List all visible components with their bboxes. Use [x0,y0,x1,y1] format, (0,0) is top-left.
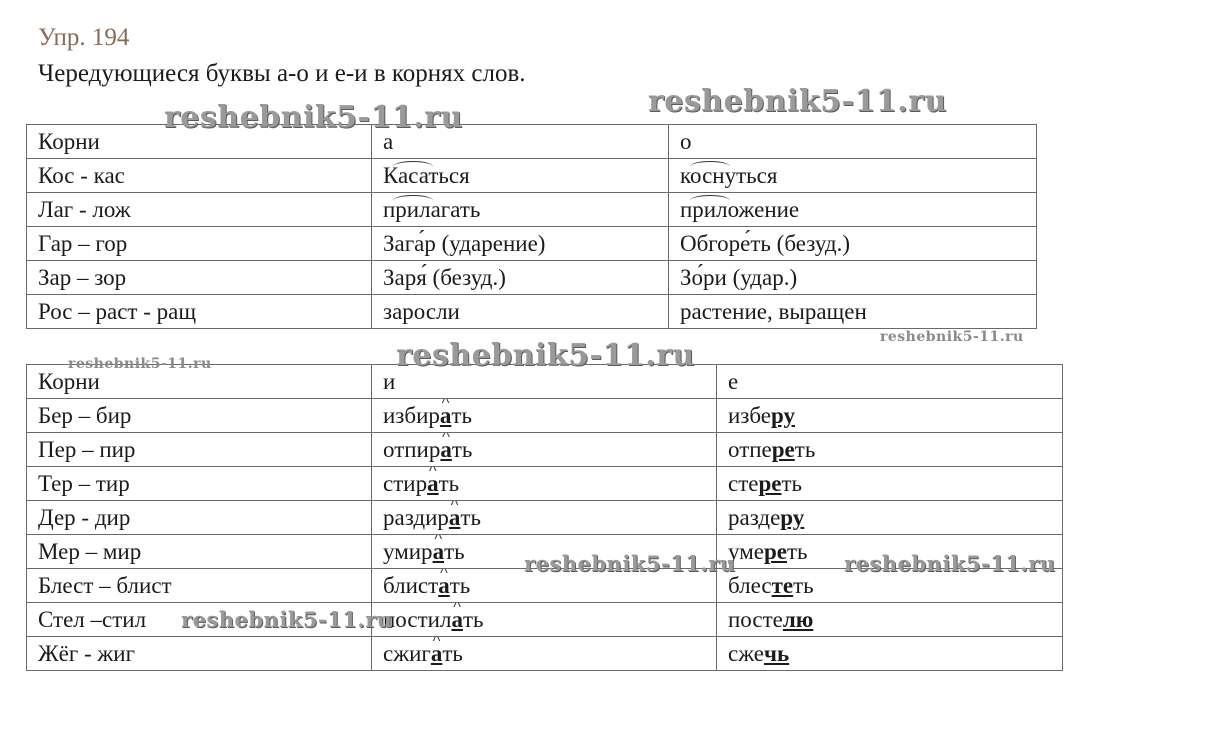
word-a-cell [372,159,669,193]
root-cell: Кос - кас [27,159,372,193]
root-cell: Рос – раст - ращ [27,295,372,329]
root-cell: Пер – пир [27,433,372,467]
word-ending: ть [451,437,473,462]
table-row [27,399,1063,433]
word-a-cell [372,193,669,227]
suffix-highlight: ре [771,437,795,462]
table-row [27,193,1037,227]
word-e-cell [717,637,1063,671]
root-arc-mark: прилагать [383,197,481,222]
root-arc-mark: приложение [680,197,800,222]
suffix-highlight: а ^ [431,641,443,666]
word-ending: ть [444,539,465,564]
word-o-cell: Зо́ри (удар.) [669,261,1037,295]
root-cell: Мер – мир [27,535,372,569]
watermark-text: reshebnik5-11.ru [880,329,1024,345]
word-a-cell: заросли [372,295,669,329]
table-row [27,433,1063,467]
word-stem: разде [728,505,781,530]
word-o-cell: Обгоре́ть (безуд.) [669,227,1037,261]
table-row [27,467,1063,501]
word-stem: стир [383,471,428,496]
suffix-highlight: ру [780,505,805,530]
word-ending: ть [451,403,472,428]
word-ending: ть [786,539,808,564]
header-roots: Корни [27,365,372,399]
root-cell: Гар – гор [27,227,372,261]
word-stem: избе [728,403,772,428]
root-cell: Бер – бир [27,399,372,433]
suffix-highlight: ре [763,539,787,564]
word-stem: блес [728,573,772,598]
watermark-text: reshebnik5-11.ru [164,100,463,135]
word-o-cell [669,193,1037,227]
root-cell: Дер - дир [27,501,372,535]
word-e-cell [717,433,1063,467]
suffix-highlight: те [771,573,794,598]
word-i-cell [372,603,717,637]
word-ending: ть [460,505,481,530]
suffix-highlight: а ^ [438,573,450,598]
table-row [27,261,1037,295]
word-stem: раздир [383,505,449,530]
word-i-cell [372,637,717,671]
root-cell: Жёг - жиг [27,637,372,671]
suffix-highlight: лю [782,607,814,632]
root-cell: Блест – блист [27,569,372,603]
table-row [27,159,1037,193]
table-row [27,501,1063,535]
suffix-highlight: а ^ [433,539,445,564]
word-e-cell [717,467,1063,501]
suffix-highlight: а ^ [449,505,461,530]
header-a: а [372,125,669,159]
watermark-text: reshebnik5-11.ru [844,551,1056,576]
word-stem: постил [383,607,452,632]
word-stem: посте [728,607,783,632]
alternation-table-a-o [26,124,1037,329]
word-ending: ть [449,573,471,598]
root-arc-mark: коснуться [680,163,778,188]
word-a-cell: Заря́ (безуд.) [372,261,669,295]
word-stem: блист [383,573,439,598]
exercise-title: Упр. 194 [38,24,130,51]
root-cell: Зар – зор [27,261,372,295]
word-ending: ть [794,437,816,462]
suffix-highlight: ру [771,403,796,428]
table-row [27,295,1037,329]
word-i-cell [372,501,717,535]
word-stem: уме [728,539,764,564]
word-e-cell [717,603,1063,637]
watermark-text: reshebnik5-11.ru [68,356,212,372]
watermark-text: reshebnik5-11.ru [396,338,695,373]
suffix-highlight: ре [758,471,782,496]
word-stem: отпе [728,437,772,462]
word-ending: ть [438,471,460,496]
word-o-cell: растение, выращен [669,295,1037,329]
header-o: о [669,125,1037,159]
table-row [27,637,1063,671]
word-stem: сже [728,641,765,666]
word-ending: ть [442,641,463,666]
word-stem: избир [383,403,440,428]
table-row [27,227,1037,261]
root-cell: Стел –стил [27,603,372,637]
word-e-cell [717,399,1063,433]
header-i: и [372,365,717,399]
word-stem: отпир [383,437,441,462]
suffix-highlight: а ^ [440,403,452,428]
word-e-cell [717,501,1063,535]
suffix-highlight: а ^ [427,471,439,496]
root-cell: Тер – тир [27,467,372,501]
word-stem: сте [728,471,759,496]
watermark-text: reshebnik5-11.ru [524,551,736,576]
exercise-subtitle: Чередующиеся буквы а-о и е-и в корнях слов. [38,60,526,87]
word-o-cell [669,159,1037,193]
watermark-text: reshebnik5-11.ru [181,607,393,632]
word-ending: ть [781,471,803,496]
word-i-cell [372,433,717,467]
word-ending: ть [793,573,814,598]
root-cell: Лаг - лож [27,193,372,227]
word-a-cell: Зага́р (ударение) [372,227,669,261]
suffix-highlight: а ^ [440,437,452,462]
suffix-highlight: чь [764,641,790,666]
suffix-highlight: а ^ [451,607,463,632]
header-e: е [717,365,1063,399]
word-i-cell [372,399,717,433]
root-arc-mark: Касаться [383,163,470,188]
word-ending: ть [462,607,484,632]
word-stem: сжиг [383,641,431,666]
header-roots: Корни [27,125,372,159]
word-stem: умир [383,539,433,564]
watermark-text: reshebnik5-11.ru [648,84,947,119]
word-i-cell [372,467,717,501]
